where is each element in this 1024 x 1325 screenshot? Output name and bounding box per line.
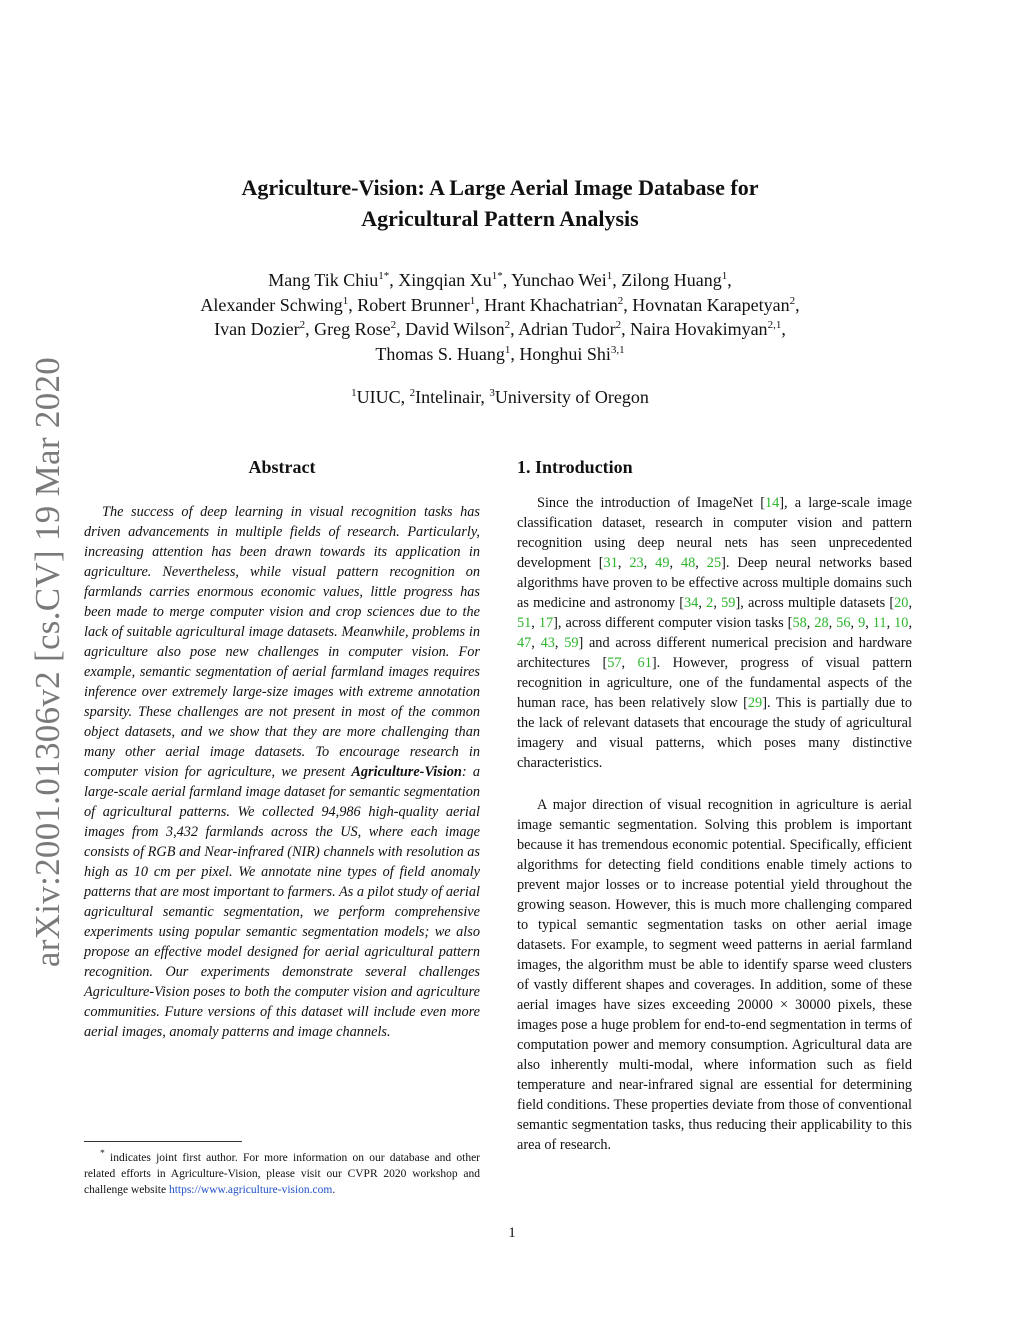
- author-affiliation-mark: 1: [721, 270, 728, 282]
- website-link[interactable]: https://www.agriculture-vision.com: [168, 1183, 333, 1196]
- author-name: Mang Tik Chiu: [268, 270, 379, 290]
- affiliation-name: University of Oregon: [494, 387, 649, 407]
- author: [214, 319, 314, 339]
- citation-link[interactable]: 59: [564, 635, 579, 651]
- intro-text-segment: ], across different computer vision tasks [: [553, 615, 793, 631]
- author-name: Greg Rose: [314, 319, 391, 339]
- author-separator: ,: [305, 319, 315, 339]
- author-separator: ,: [621, 319, 631, 339]
- footnote-end: .: [332, 1183, 336, 1196]
- author-separator: ,: [727, 270, 732, 290]
- citation-link[interactable]: 31: [603, 555, 618, 571]
- author-separator: ,: [475, 294, 485, 315]
- author: [357, 295, 484, 315]
- citation-link[interactable]: 56: [836, 615, 851, 631]
- author: [484, 295, 632, 315]
- author-affiliation-mark: 2,1: [767, 319, 782, 331]
- author-name: Hrant Khachatrian: [484, 294, 618, 315]
- author-affiliation-mark: 2: [299, 319, 306, 331]
- abstract-text: [84, 502, 480, 1042]
- author-affiliation-mark: 1*: [378, 270, 390, 282]
- intro-text-segment: Since the introduction of ImageNet [: [537, 495, 765, 511]
- intro-text-segment: ]. However, progress of visual pattern recognition in agriculture, one of the fundamental aspects of the human race, has been relatively slow [: [517, 655, 912, 711]
- author: [632, 295, 799, 315]
- citation-link[interactable]: 61: [637, 655, 652, 671]
- author: [519, 344, 624, 364]
- abstract-heading: Abstract: [248, 457, 316, 477]
- intro-text-segment: ], a large-scale image classification dataset, research in computer vision and pattern recognition using deep neural nets has seen unprecedented development [: [517, 495, 912, 571]
- author-name: Honghui Shi: [519, 343, 611, 364]
- citation-link[interactable]: 25: [706, 555, 722, 571]
- citation-link[interactable]: 57: [607, 655, 622, 671]
- intro-text-segment: ,: [713, 595, 722, 611]
- affiliation-number: 3: [489, 387, 495, 399]
- citation-link[interactable]: 28: [814, 615, 829, 631]
- author-separator: ,: [623, 294, 633, 315]
- author: [511, 270, 621, 290]
- author-affiliation-mark: 2: [615, 319, 622, 331]
- author: [405, 319, 518, 339]
- intro-text-segment: ] and across different numerical precision and hardware architectures [: [517, 635, 912, 671]
- intro-text-segment: ,: [698, 595, 707, 611]
- author-affiliation-mark: 2: [617, 294, 624, 307]
- intro-text-segment: ,: [669, 555, 681, 571]
- affiliation-number: 2: [409, 387, 416, 399]
- abstract-text-before: The success of deep learning in visual recognition tasks has driven advancements in multiple fields of research. Particularly, increasing attention has been drawn towards its application in agriculture. Nevertheless, while visual pattern recognition on farmlands carries enormous economic values, little progress has been made to merge computer vision and crop sciences due to the lack of suitable agricultural image datasets. Meanwhile, problems in agriculture also pose new challenges in computer vision. For example, semantic segmentation of aerial farmland images requires inference over extremely large-size images with extreme annotation sparsity. These challenges are not present in most of the common object datasets, and we show that they are more challenging than many other aerial image datasets. To encourage research in computer vision for agriculture, we present: [84, 504, 480, 780]
- author-name: Robert Brunner: [357, 294, 470, 315]
- citation-link[interactable]: 2: [706, 595, 714, 611]
- citation-link[interactable]: 20: [894, 595, 909, 611]
- intro-text-segment: ]. Deep neural networks based algorithms have proven to be effective across multiple domains such as medicine and astronomy [: [517, 555, 913, 611]
- citation-link[interactable]: 23: [629, 555, 644, 571]
- citation-link[interactable]: 29: [747, 695, 763, 711]
- introduction-heading: 1. Introduction: [517, 457, 633, 477]
- author-name: Zilong Huang: [621, 270, 722, 290]
- abstract-text-after: : a large-scale aerial farmland image dataset for semantic segmentation of agricultural patterns. We collected 94,986 high-quality aerial images from 3,432 farmlands across the US, where each image consists of RGB and Near-infrared (NIR) channels with resolution as high as 10 cm per pixel. We annotate nine types of field anomaly patterns that are most important to farmers. As a pilot study of aerial agricultural semantic segmentation, we perform comprehensive experiments using popular semantic segmentation models; we also propose an effective model designed for aerial agricultural pattern recognition. Our experiments demonstrate several challenges Agriculture-Vision poses to both the computer vision and agriculture communities. Future versions of this dataset will include even more aerial images, anomaly patterns and image channels.: [84, 764, 481, 1040]
- author-name: Alexander Schwing: [200, 294, 343, 315]
- citation-link[interactable]: 58: [792, 615, 807, 631]
- author-separator: ,: [612, 270, 622, 290]
- author: [268, 270, 398, 290]
- intro-text-segment: ,: [886, 615, 895, 631]
- citation-link[interactable]: 51: [517, 615, 532, 631]
- title-line-1: Agriculture-Vision: A Large Aerial Image Database for: [241, 175, 759, 200]
- citation-link[interactable]: 49: [655, 555, 670, 571]
- intro-text-segment: ,: [531, 615, 539, 631]
- author-separator: ,: [348, 294, 358, 315]
- intro-text-segment: ,: [621, 655, 638, 671]
- arxiv-identifier: arXiv:2001.01306v2 [cs.CV] 19 Mar 2020: [28, 356, 67, 968]
- footnote: [84, 1146, 480, 1198]
- paper-title: [150, 172, 850, 234]
- intro-text-segment: ,: [617, 555, 630, 571]
- author-name: Yunchao Wei: [511, 270, 607, 290]
- footnote-marker: *: [100, 1148, 105, 1159]
- citation-link[interactable]: 59: [721, 595, 736, 611]
- affiliation-name: Intelinair,: [415, 387, 490, 407]
- author-name: Hovnatan Karapetyan: [632, 294, 790, 315]
- citation-link[interactable]: 14: [764, 495, 780, 511]
- intro-text-segment: ,: [806, 615, 815, 631]
- citation-link[interactable]: 10: [894, 615, 909, 631]
- author-affiliation-mark: 2: [390, 319, 397, 331]
- footnote-text: indicates joint first author. For more information on our database and other related efforts in Agriculture-Vision, please visit our CVPR 2020 workshop and challenge website: [84, 1151, 481, 1196]
- author-separator: ,: [502, 270, 512, 290]
- intro-text-segment: ,: [554, 635, 565, 651]
- author-separator: ,: [510, 343, 520, 364]
- intro-text-segment: ,: [908, 595, 913, 611]
- title-line-2: Agricultural Pattern Analysis: [361, 206, 639, 231]
- author-name: Naira Hovakimyan: [630, 319, 768, 339]
- citation-link[interactable]: 34: [684, 595, 699, 611]
- intro-text-segment: ,: [531, 635, 541, 651]
- author-affiliation-mark: 1: [469, 294, 476, 307]
- author-affiliation-mark: 2: [504, 319, 511, 331]
- author-affiliation-mark: 1: [342, 294, 349, 307]
- dataset-name: Agriculture-Vision: [351, 764, 462, 780]
- author-affiliation-mark: 2: [789, 294, 796, 307]
- author: [200, 295, 357, 315]
- intro-text-segment: ,: [828, 615, 837, 631]
- author-name: Adrian Tudor: [518, 319, 616, 339]
- affiliation-name: UIUC,: [356, 387, 410, 407]
- intro-text-segment: ,: [850, 615, 859, 631]
- author: [621, 270, 732, 290]
- intro-text-segment: ,: [695, 555, 707, 571]
- author-affiliation-mark: 1: [504, 343, 511, 356]
- author-separator: ,: [389, 270, 399, 290]
- intro-text-segment: ,: [643, 555, 656, 571]
- author-separator: ,: [510, 319, 519, 339]
- author-affiliation-mark: 1: [606, 270, 613, 282]
- author-name: David Wilson: [405, 319, 505, 339]
- intro-text-segment: ,: [865, 615, 873, 631]
- affiliation-list: [130, 387, 870, 408]
- author-name: Thomas S. Huang: [375, 343, 505, 364]
- intro-text-segment: ]. This is partially due to the lack of relevant datasets that encourage the study of agricultural imagery and visual patterns, which poses many distinctive characteristics.: [517, 695, 912, 771]
- author-separator: ,: [396, 319, 406, 339]
- author: [518, 319, 630, 339]
- author-separator: ,: [795, 294, 800, 315]
- page-number: 1: [508, 1225, 516, 1241]
- citation-link[interactable]: 47: [517, 635, 532, 651]
- author-affiliation-mark: 1*: [491, 270, 503, 282]
- affiliation-number: 1: [351, 387, 357, 399]
- introduction-paragraph-1: [517, 493, 912, 773]
- introduction-paragraph-2: A major direction of visual recognition in agriculture is aerial image semantic segmentation. Solving this problem is important because it has tremendous economic potential. Specifically, efficient algorithms for detecting field conditions enable timely actions to prevent major losses or to increase potential yield throughout the growing season. However, this is much more challenging compared to typical semantic segmentation tasks on other aerial image datasets. For example, to segment weed patterns in aerial farmland images, the algorithm must be able to identify sparse weed clusters of vastly different shapes and coverages. In addition, some of these aerial images have sizes exceeding 20000 × 30000 pixels, these images pose a huge problem for end-to-end segmentation in terms of computation power and memory consumption. Agricultural data are also inherently multi-modal, where information such as field temperature and near-infrared signal are essential for determining field conditions. These properties deviate from those of conventional semantic segmentation tasks, thus reducing their applicability to this area of research.: [517, 797, 912, 1153]
- author: [630, 319, 786, 339]
- citation-link[interactable]: 43: [540, 635, 555, 651]
- author: [375, 344, 519, 364]
- author-list: [130, 268, 870, 366]
- author-name: Xingqian Xu: [398, 270, 492, 290]
- citation-link[interactable]: 17: [538, 615, 554, 631]
- citation-link[interactable]: 9: [858, 615, 866, 631]
- author: [314, 319, 405, 339]
- citation-link[interactable]: 11: [872, 615, 887, 631]
- author-separator: ,: [781, 319, 786, 339]
- footnote-divider: [84, 1141, 242, 1142]
- author-name: Ivan Dozier: [214, 319, 300, 339]
- intro-text-segment: ], across multiple datasets [: [735, 595, 895, 611]
- citation-link[interactable]: 48: [680, 555, 696, 571]
- author: [398, 270, 511, 290]
- intro-text-segment: ,: [908, 615, 913, 631]
- author-affiliation-mark: 3,1: [610, 343, 625, 356]
